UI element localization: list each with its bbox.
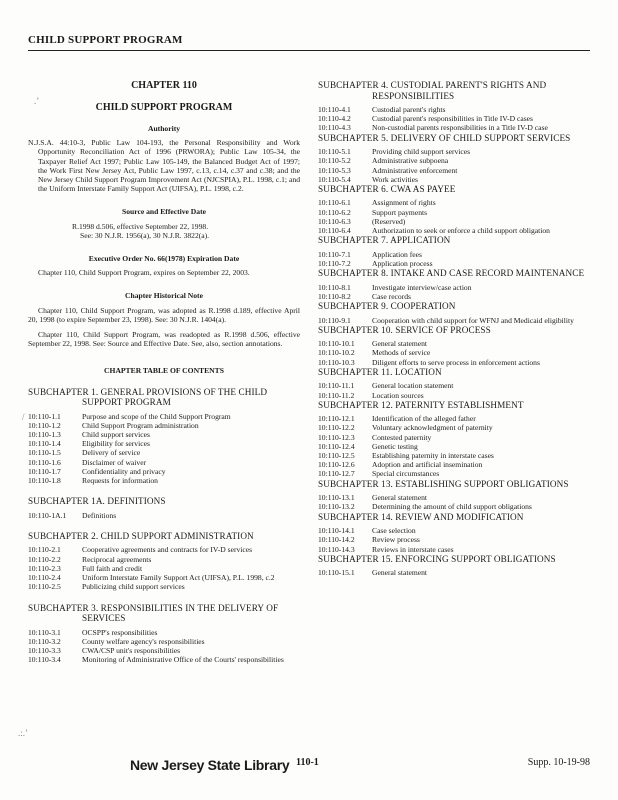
- toc-entry: [28, 564, 300, 573]
- toc-entry: [28, 448, 300, 457]
- section-title: Non-custodial parents responsibilities in a Title IV-D case: [372, 123, 548, 133]
- toc-entry: [318, 316, 590, 325]
- section-number: 10:110-1.1: [28, 411, 61, 421]
- section-title: Reviews in interstate cases: [372, 544, 454, 554]
- section-title: General statement: [372, 568, 428, 578]
- section-title: Voluntary acknowledgment of paternity: [372, 423, 493, 433]
- toc-entry: [318, 348, 590, 357]
- section-number: 10:110-12.6: [318, 460, 355, 470]
- section-number: 10:110-3.2: [28, 636, 61, 646]
- subchapter-heading: SUBCHAPTER 1A. DEFINITIONS: [28, 496, 166, 507]
- toc-entry: [318, 123, 590, 132]
- section-number: 10:110-14.1: [318, 526, 355, 536]
- toc-entry: [318, 217, 590, 226]
- section-number: 10:110-1.6: [28, 457, 61, 467]
- section-title: Diligent efforts to serve process in enforcement actions: [372, 357, 540, 367]
- left-column: [28, 80, 300, 664]
- page-number: 110-1: [296, 757, 319, 768]
- section-number: 10:110-1.4: [28, 439, 61, 449]
- subchapter: [318, 554, 590, 578]
- section-number: 10:110-1.3: [28, 430, 61, 440]
- section-number: 10:110-6.2: [318, 207, 351, 217]
- toc-entry: [318, 250, 590, 259]
- section-title: Genetic testing: [372, 441, 418, 451]
- subchapter: [318, 512, 590, 554]
- section-number: 10:110-2.3: [28, 563, 61, 573]
- subchapter-heading: SUBCHAPTER 10. SERVICE OF PROCESS: [318, 324, 491, 335]
- toc-entry: [318, 156, 590, 165]
- subchapter: [318, 301, 590, 325]
- section-title: General location statement: [372, 381, 454, 391]
- toc-entry: [318, 545, 590, 554]
- section-title: OCSPP's responsibilities: [82, 627, 158, 637]
- toc-entry: [28, 545, 300, 554]
- section-number: 10:110-10.2: [318, 348, 355, 358]
- subchapter: [318, 268, 590, 301]
- section-number: 10:110-9.1: [318, 315, 351, 325]
- section-title: Review process: [372, 535, 420, 545]
- historical-note-label: Chapter Historical Note: [125, 291, 203, 301]
- toc-entry: [318, 114, 590, 123]
- toc-entry: [28, 628, 300, 637]
- section-title: County welfare agency's responsibilities: [82, 636, 205, 646]
- subchapter-heading: SUBCHAPTER 4. CUSTODIAL PARENT'S RIGHTS AND RESPONSIBILITIES: [318, 80, 547, 101]
- section-number: 10:110-1.8: [28, 476, 61, 486]
- section-number: 10:110-6.1: [318, 198, 351, 208]
- toc-entry: [318, 147, 590, 156]
- section-number: 10:110-12.5: [318, 451, 355, 461]
- section-number: 10:110-1.2: [28, 420, 61, 430]
- toc-entry: [318, 502, 590, 511]
- subchapter-heading: SUBCHAPTER 1. GENERAL PROVISIONS OF THE CHILD SUPPORT PROGRAM: [28, 386, 268, 408]
- toc-entry: [318, 568, 590, 577]
- toc-entry: [318, 292, 590, 301]
- subchapter: [28, 603, 300, 665]
- toc-entry: [318, 391, 590, 400]
- section-number: 10:110-15.1: [318, 568, 355, 578]
- subchapter: [318, 133, 590, 184]
- subchapter-heading: SUBCHAPTER 11. LOCATION: [318, 366, 442, 377]
- toc-entry: [318, 442, 590, 451]
- section-title: Application fees: [372, 249, 422, 259]
- section-number: 10:110-3.1: [28, 627, 61, 637]
- section-title: Location sources: [372, 390, 424, 400]
- toc-entry: [28, 573, 300, 582]
- margin-mark: /: [22, 412, 25, 422]
- toc-entry: [28, 655, 300, 664]
- section-number: 10:110-13.1: [318, 493, 355, 503]
- toc-entry: [318, 493, 590, 502]
- historical-note-paragraph: Chapter 110, Child Support Program, was readopted as R.1998 d.506, effective September 22, 1998. See: Source and Effective Date. See, also, section annotations.: [28, 330, 300, 349]
- authority-text: N.J.S.A. 44:10-3, Public Law 104-193, the Personal Responsibility and Work Opportunity Reconciliation Act of 1996 (PRWORA); Public Law 105-34, the Taxpayer Relief Act 1997; Public Law 105-149, the Balanced Budget Act of 1997; the Work First New Jersey Act, Public Law 1997, c.13, c.14, c.37 and c.38; and the New Jersey Child Support Program Improvement Act (NJCSPIA), P.L. 1998, c.1; and the Uniform Interstate Family Support Act (UIFSA), P.L. 1998, c.2.: [28, 138, 300, 194]
- section-number: 10:110-4.2: [318, 114, 351, 124]
- toc-entry: [28, 511, 300, 520]
- subchapter-heading: SUBCHAPTER 8. INTAKE AND CASE RECORD MAINTENANCE: [318, 268, 585, 279]
- section-title: Administrative enforcement: [372, 165, 458, 175]
- section-title: Delivery of service: [82, 448, 141, 458]
- source-line: R.1998 d.506, effective September 22, 1998.: [72, 221, 209, 231]
- section-title: Cooperative agreements and contracts for IV-D services: [82, 545, 253, 555]
- source-text: [28, 222, 300, 240]
- section-title: Work activities: [372, 174, 418, 184]
- section-number: 10:110-2.5: [28, 582, 61, 592]
- section-title: Providing child support services: [372, 147, 471, 157]
- source-label: Source and Effective Date: [121, 207, 206, 217]
- subchapter-heading: SUBCHAPTER 6. CWA AS PAYEE: [318, 183, 456, 194]
- subchapter-heading: SUBCHAPTER 15. ENFORCING SUPPORT OBLIGATIONS: [318, 553, 556, 564]
- toc-entry: [318, 451, 590, 460]
- section-title: Support payments: [372, 207, 428, 217]
- subchapter-heading: SUBCHAPTER 12. PATERNITY ESTABLISHMENT: [318, 399, 524, 410]
- section-title: Confidentiality and privacy: [82, 466, 166, 476]
- subchapter: [28, 531, 300, 592]
- header-rule: [28, 50, 590, 51]
- section-title: Definitions: [82, 510, 117, 520]
- subchapter: [318, 184, 590, 235]
- executive-order-label: Executive Order No. 66(1978) Expiration Date: [88, 254, 240, 264]
- section-title: Custodial parent's rights: [372, 105, 446, 114]
- section-number: 10:110-6.4: [318, 226, 351, 236]
- section-number: 10:110-7.1: [318, 249, 351, 259]
- section-number: 10:110-7.2: [318, 258, 351, 268]
- section-number: 10:110-10.1: [318, 339, 355, 349]
- chapter-title: CHILD SUPPORT PROGRAM: [95, 102, 233, 113]
- section-title: Establishing paternity in interstate cases: [372, 451, 494, 461]
- toc-entry: [318, 175, 590, 184]
- toc-entry: [318, 105, 590, 114]
- section-number: 10:110-11.2: [318, 390, 355, 400]
- section-number: 10:110-10.3: [318, 357, 355, 367]
- toc-entry: [28, 582, 300, 591]
- section-number: 10:110-1.7: [28, 466, 61, 476]
- section-number: 10:110-4.3: [318, 123, 351, 133]
- section-number: 10:110-5.2: [318, 156, 351, 166]
- supplement-date: Supp. 10-19-98: [527, 757, 590, 768]
- toc-entry: [318, 208, 590, 217]
- toc-entry: [318, 423, 590, 432]
- section-title: (Reserved): [372, 216, 406, 226]
- section-number: 10:110-5.1: [318, 147, 351, 157]
- toc-entry: [318, 381, 590, 390]
- section-number: 10:110-14.3: [318, 544, 355, 554]
- section-title: Identification of the alleged father: [372, 414, 476, 424]
- section-title: Assignment of rights: [372, 198, 436, 208]
- section-title: Administrative subpoena: [372, 156, 449, 166]
- section-title: Requests for information: [82, 476, 158, 486]
- toc-right: [318, 80, 590, 577]
- subchapter: [318, 479, 590, 512]
- subchapter: [318, 367, 590, 400]
- toc-entry: [318, 414, 590, 423]
- section-title: Determining the amount of child support obligations: [372, 502, 532, 512]
- section-title: Disclaimer of waiver: [82, 457, 147, 467]
- section-number: 10:110-14.2: [318, 535, 355, 545]
- section-number: 10:110-12.2: [318, 423, 355, 433]
- toc-entry: [28, 476, 300, 485]
- section-number: 10:110-5.4: [318, 174, 351, 184]
- library-stamp: New Jersey State Library: [130, 757, 290, 773]
- toc-entry: [318, 198, 590, 207]
- chapter-number: CHAPTER 110: [131, 80, 197, 91]
- section-title: Case records: [372, 291, 412, 301]
- section-number: 10:110-1A.1: [28, 510, 67, 520]
- section-number: 10:110-4.1: [318, 105, 351, 114]
- section-number: 10:110-12.7: [318, 469, 355, 479]
- section-number: 10:110-1.5: [28, 448, 61, 458]
- subchapter: [318, 400, 590, 479]
- subchapter-heading: SUBCHAPTER 5. DELIVERY OF CHILD SUPPORT SERVICES: [318, 132, 571, 143]
- subchapter-heading: SUBCHAPTER 7. APPLICATION: [318, 235, 451, 246]
- margin-mark: .’: [34, 96, 40, 106]
- section-number: 10:110-6.3: [318, 216, 351, 226]
- subchapter: [28, 496, 300, 520]
- section-title: Child support services: [82, 430, 150, 440]
- section-title: Investigate interview/case action: [372, 282, 472, 292]
- toc-entry: [28, 467, 300, 476]
- section-title: Custodial parent's responsibilities in Title IV-D cases: [372, 114, 533, 124]
- section-number: 10:110-13.2: [318, 502, 355, 512]
- section-number: 10:110-3.4: [28, 655, 61, 665]
- subchapter: [318, 325, 590, 367]
- toc-entry: [318, 460, 590, 469]
- subchapter: [318, 235, 590, 268]
- toc-entry: [28, 646, 300, 655]
- section-title: Uniform Interstate Family Support Act (UIFSA), P.L. 1998, c.2: [82, 573, 275, 583]
- section-title: Monitoring of Administrative Office of the Courts' responsibilities: [82, 655, 284, 665]
- section-number: 10:110-12.3: [318, 432, 355, 442]
- section-title: Cooperation with child support for WFNJ and Medicaid eligibility: [372, 315, 574, 325]
- subchapter: [28, 387, 300, 486]
- section-number: 10:110-2.4: [28, 573, 61, 583]
- section-number: 10:110-12.4: [318, 441, 355, 451]
- section-title: Special circumstances: [372, 469, 440, 479]
- executive-order-text: Chapter 110, Child Support Program, expires on September 22, 2003.: [38, 268, 250, 278]
- section-title: Eligibility for services: [82, 439, 150, 449]
- toc-entry: [318, 339, 590, 348]
- section-number: 10:110-3.3: [28, 645, 61, 655]
- section-title: CWA/CSP unit's responsibilities: [82, 645, 181, 655]
- toc-entry: [28, 412, 300, 421]
- subchapter-heading: SUBCHAPTER 2. CHILD SUPPORT ADMINISTRATION: [28, 530, 254, 541]
- source-line: See: 30 N.J.R. 1956(a), 30 N.J.R. 3822(a).: [80, 230, 210, 240]
- section-number: 10:110-2.2: [28, 554, 61, 564]
- authority-label: Authority: [147, 124, 181, 133]
- section-title: General statement: [372, 493, 428, 503]
- section-title: Case selection: [372, 526, 416, 536]
- subchapter: [318, 80, 590, 133]
- section-title: Publicizing child support services: [82, 582, 185, 592]
- toc-entry: [318, 526, 590, 535]
- toc-entry: [318, 259, 590, 268]
- toc-entry: [318, 433, 590, 442]
- section-number: 10:110-8.1: [318, 282, 351, 292]
- section-number: 10:110-11.1: [318, 381, 355, 391]
- section-title: Authorization to seek or enforce a child support obligation: [372, 226, 550, 236]
- section-number: 10:110-5.3: [318, 165, 351, 175]
- section-title: Full faith and credit: [82, 563, 143, 573]
- section-title: Child Support Program administration: [82, 420, 199, 430]
- section-title: Contested paternity: [372, 432, 432, 442]
- margin-mark: .:.’: [18, 728, 28, 738]
- historical-note-paragraph: Chapter 110, Child Support Program, was adopted as R.1998 d.189, effective April 20, 1998 (to expire September 23, 1998). See: 30 N.J.R. 1404(a).: [28, 305, 300, 324]
- toc-entry: [28, 439, 300, 448]
- toc-entry: [318, 283, 590, 292]
- toc-entry: [318, 166, 590, 175]
- section-title: General statement: [372, 339, 428, 349]
- toc-entry: [318, 535, 590, 544]
- subchapter-heading: SUBCHAPTER 9. COOPERATION: [318, 301, 456, 312]
- subchapter-heading: SUBCHAPTER 14. REVIEW AND MODIFICATION: [318, 511, 524, 522]
- subchapter-heading: SUBCHAPTER 3. RESPONSIBILITIES IN THE DELIVERY OF SERVICES: [28, 602, 279, 623]
- toc-entry: [318, 226, 590, 235]
- section-number: 10:110-2.1: [28, 545, 61, 555]
- toc-entry: [28, 430, 300, 439]
- right-column: [318, 80, 590, 577]
- section-title: Application process: [372, 258, 433, 268]
- section-title: Reciprocal agreements: [82, 554, 152, 564]
- toc-entry: [28, 421, 300, 430]
- running-head: CHILD SUPPORT PROGRAM: [28, 34, 183, 46]
- toc-entry: [318, 469, 590, 478]
- toc-title: CHAPTER TABLE OF CONTENTS: [104, 366, 224, 376]
- section-title: Methods of service: [372, 348, 431, 358]
- toc-entry: [318, 358, 590, 367]
- section-number: 10:110-8.2: [318, 291, 351, 301]
- section-number: 10:110-12.1: [318, 414, 355, 424]
- section-title: Purpose and scope of the Child Support Program: [82, 411, 231, 421]
- toc-left: [28, 387, 300, 665]
- toc-entry: [28, 555, 300, 564]
- toc-entry: [28, 458, 300, 467]
- section-title: Adoption and artificial insemination: [372, 460, 483, 470]
- subchapter-heading: SUBCHAPTER 13. ESTABLISHING SUPPORT OBLIGATIONS: [318, 478, 569, 489]
- toc-entry: [28, 637, 300, 646]
